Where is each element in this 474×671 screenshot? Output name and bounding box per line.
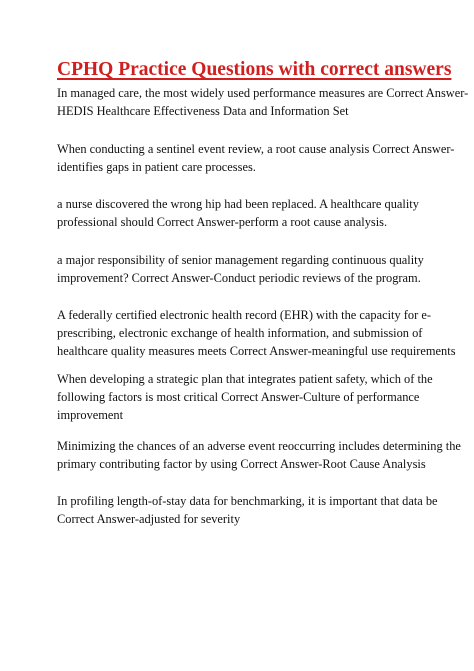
qa-item-2-line-1: When conducting a sentinel event review, a root cause analysis Correct Answer- — [57, 142, 455, 156]
qa-item-6-line-3: improvement — [57, 408, 124, 422]
qa-item-4-line-1: a major responsibility of senior management regarding continuous quality — [57, 253, 424, 267]
qa-item-3-line-2: professional should Correct Answer-perform a root cause analysis. — [57, 215, 388, 229]
page-title: CPHQ Practice Questions with correct answers — [57, 59, 452, 80]
qa-item-1-line-1: In managed care, the most widely used performance measures are Correct Answer- — [57, 86, 469, 100]
qa-item-5-line-3: healthcare quality measures meets Correct Answer-meaningful use requirements — [57, 344, 456, 358]
qa-item-4 — [57, 251, 437, 287]
qa-item-3 — [57, 195, 437, 231]
qa-item-6 — [57, 370, 437, 424]
qa-item-7-line-1: Minimizing the chances of an adverse event reoccurring includes determining the — [57, 439, 461, 453]
qa-item-5-line-1: A federally certified electronic health record (EHR) with the capacity for e- — [57, 308, 431, 322]
qa-item-4-line-2: improvement? Correct Answer-Conduct periodic reviews of the program. — [57, 271, 421, 285]
qa-item-3-line-1: a nurse discovered the wrong hip had been replaced. A healthcare quality — [57, 197, 419, 211]
qa-item-5-line-2: prescribing, electronic exchange of health information, and submission of — [57, 326, 423, 340]
qa-item-5 — [57, 306, 456, 360]
qa-item-8-line-2: Correct Answer-adjusted for severity — [57, 512, 241, 526]
qa-item-8 — [57, 492, 437, 528]
qa-item-6-line-1: When developing a strategic plan that integrates patient safety, which of the — [57, 372, 433, 386]
qa-item-1-line-2: HEDIS Healthcare Effectiveness Data and Information Set — [57, 104, 349, 118]
qa-item-8-line-1: In profiling length-of-stay data for benchmarking, it is important that data be — [57, 494, 438, 508]
qa-item-2 — [57, 140, 455, 176]
qa-item-7 — [57, 437, 461, 473]
qa-item-7-line-2: primary contributing factor by using Correct Answer-Root Cause Analysis — [57, 457, 426, 471]
qa-item-1 — [57, 84, 469, 120]
qa-item-6-line-2: following factors is most critical Correct Answer-Culture of performance — [57, 390, 420, 404]
qa-item-2-line-2: identifies gaps in patient care processes. — [57, 160, 256, 174]
